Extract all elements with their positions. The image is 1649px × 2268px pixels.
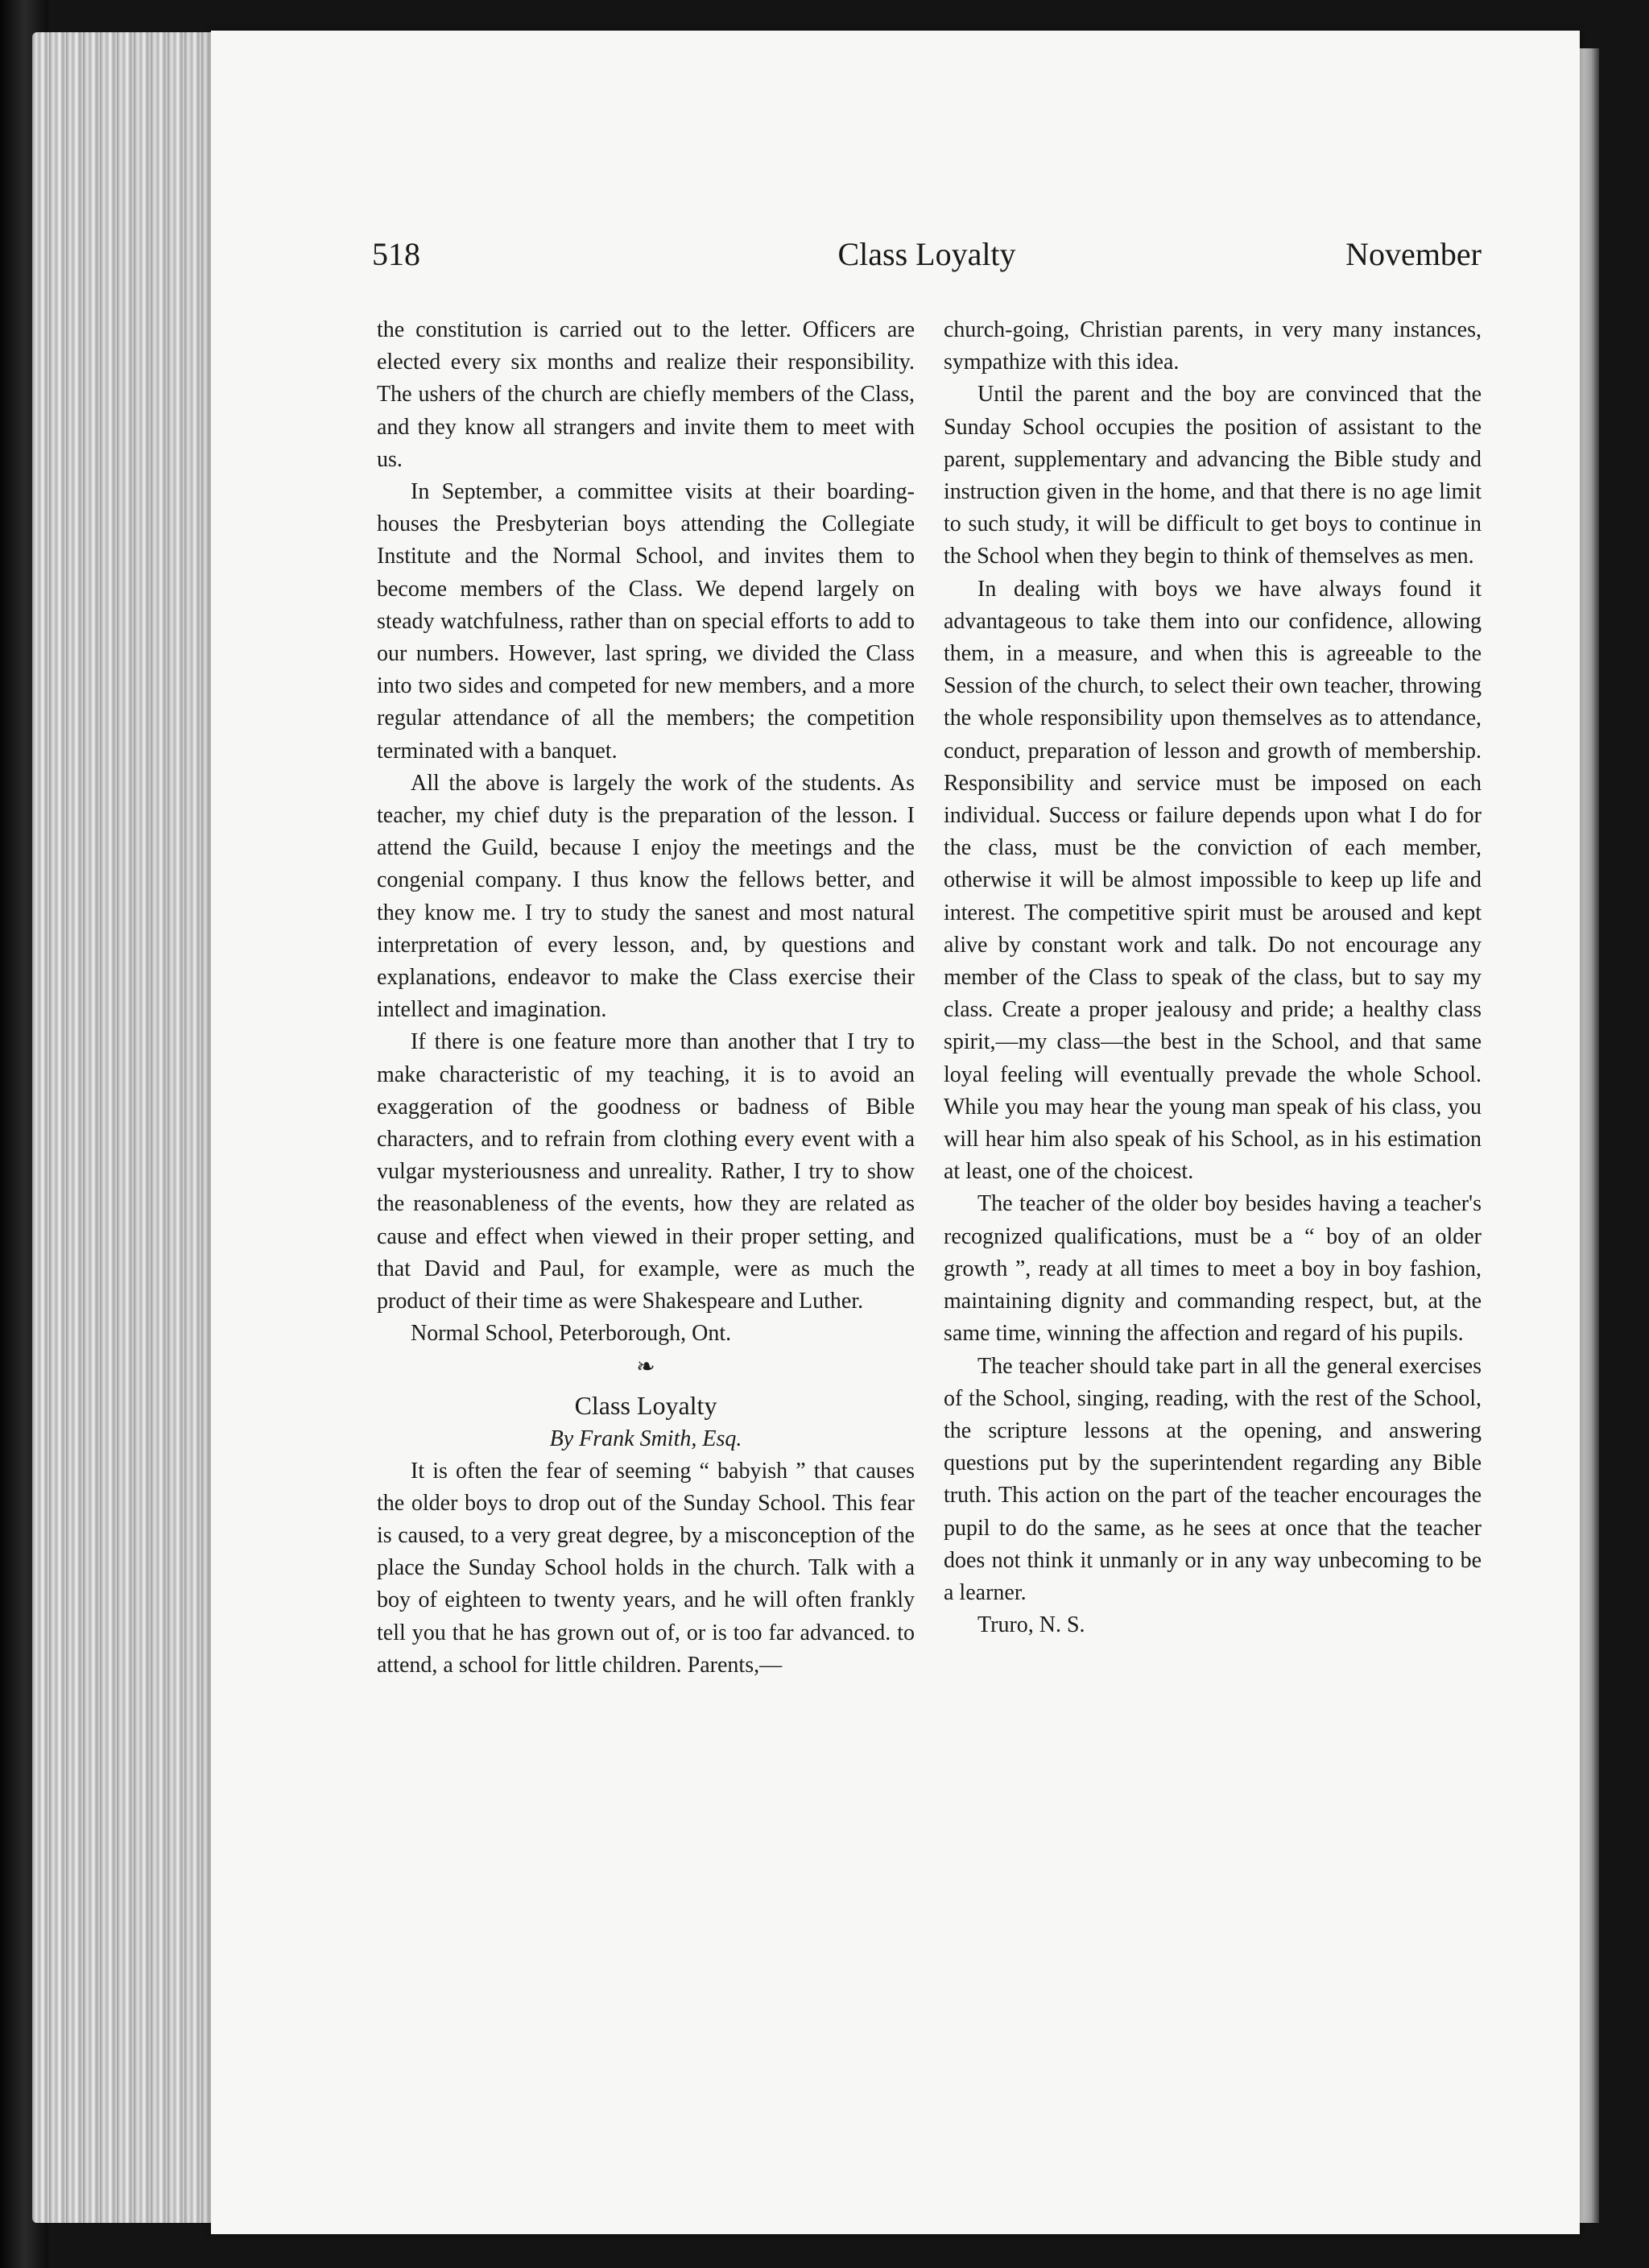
ornament-icon: ❧ (636, 1354, 655, 1380)
running-title: Class Loyalty (837, 236, 1016, 272)
signature: Normal School, Peterborough, Ont. (411, 1321, 732, 1347)
paragraph: The teacher of the older boy besides having a teacher's recognized qualifications, must be a “ boy of an older growth ”, ready at all times to meet a boy in boy fashion, maintaining dignity and commanding respect, but, at the same time, winning the affection and regard of his pupils. (944, 1191, 1482, 1347)
paragraph: Until the parent and the boy are convinced that the Sunday School occupies the position of assistant to the parent, supplementary and advancing the Bible study and instruction given in the home, and that there is no age limit to such study, it will be difficult to get boys to continue in the School when they begin to think of themselves as men. (944, 382, 1482, 569)
paragraph: In September, a committee visits at their boarding-houses the Presbyterian boys attending the Collegiate Institute and the Normal School, and invites them to become members of the Class. We depend largely on steady watchfulness, rather than on special efforts to add to our numbers. However, last spring, we divided the Class into two sides and competed for new members, and a more regular attendance of all the members; the competition terminated with a banquet. (377, 479, 915, 764)
right-page-edge (1580, 48, 1599, 2223)
article-title: Class Loyalty (574, 1390, 717, 1420)
paragraph: All the above is largely the work of the students. As teacher, my chief duty is the preparation of the lesson. I attend the Guild, because I enjoy the meetings and the congenial company. I thus know the fellows better, and they know me. I try to study the sanest and most natural interpretation of every lesson, and, by questions and explanations, endeavor to make the Class exercise their intellect and imagination. (377, 770, 915, 1023)
page-number: 518 (372, 236, 420, 272)
page-edges (32, 32, 225, 2223)
signature: Truro, N. S. (977, 1612, 1085, 1638)
header-month: November (1345, 236, 1482, 272)
paragraph: It is often the fear of seeming “ babyish ” that causes the older boys to drop out of the Sunday School. This fear is caused, to a very great degree, by a misconception of the place the Sunday School holds in the church. Talk with a boy of eighteen to twenty years, and he will often frankly tell you that he has grown out of, or is too far advanced. to attend, a school for little children. Parents,— (377, 1458, 915, 1678)
page-header (372, 235, 1482, 284)
right-column (944, 314, 1482, 2191)
paragraph: If there is one feature more than another that I try to make characteristic of my teaching, it is to avoid an exaggeration of the goodness or badness of Bible characters, and to refrain from clothing every event with a vulgar mysteriousness and unreality. Rather, I try to show the reasonableness of the events, how they are related as cause and effect when viewed in their proper setting, and that David and Paul, for example, were as much the product of their time as were Shakespeare and Luther. (377, 1029, 915, 1314)
article-byline: By Frank Smith, Esq. (549, 1426, 742, 1451)
paragraph: church-going, Christian parents, in very many instances, sympathize with this idea. (944, 317, 1482, 375)
paragraph: the constitution is carried out to the letter. Officers are elected every six months and realize their responsibility. The ushers of the church are chiefly members of the Class, and they know all strangers and invite them to meet with us. (377, 317, 915, 472)
paragraph: The teacher should take part in all the general exercises of the School, singing, reading, with the rest of the School, the scripture lessons at the opening, and answering questions put by the superintendent regarding any Bible truth. This action on the part of the teacher encourages the pupil to do the same, as he sees at once that the teacher does not think it unmanly or in any way unbecoming to be a learner. (944, 1353, 1482, 1605)
left-column (377, 314, 915, 2191)
paragraph: In dealing with boys we have always found it advantageous to take them into our confidence, allowing them, in a measure, and when this is agreeable to the Session of the church, to select their own teacher, throwing the whole responsibility upon themselves as to attendance, conduct, preparation of lesson and growth of membership. Responsibility and service must be imposed on each individual. Success or failure depends upon what I do for the class, must be the conviction of each member, otherwise it will be almost impossible to keep up life and interest. The competitive spirit must be aroused and kept alive by constant work and talk. Do not encourage any member of the Class to speak of the class, but to say my class. Create a proper jealousy and pride; a healthy class spirit,—my class—the best in the School, and that same loyal feeling will eventually prevade the whole School. While you may hear the young man speak of his class, you will hear him also speak of his School, as in his estimation at least, one of the choicest. (944, 576, 1482, 1185)
